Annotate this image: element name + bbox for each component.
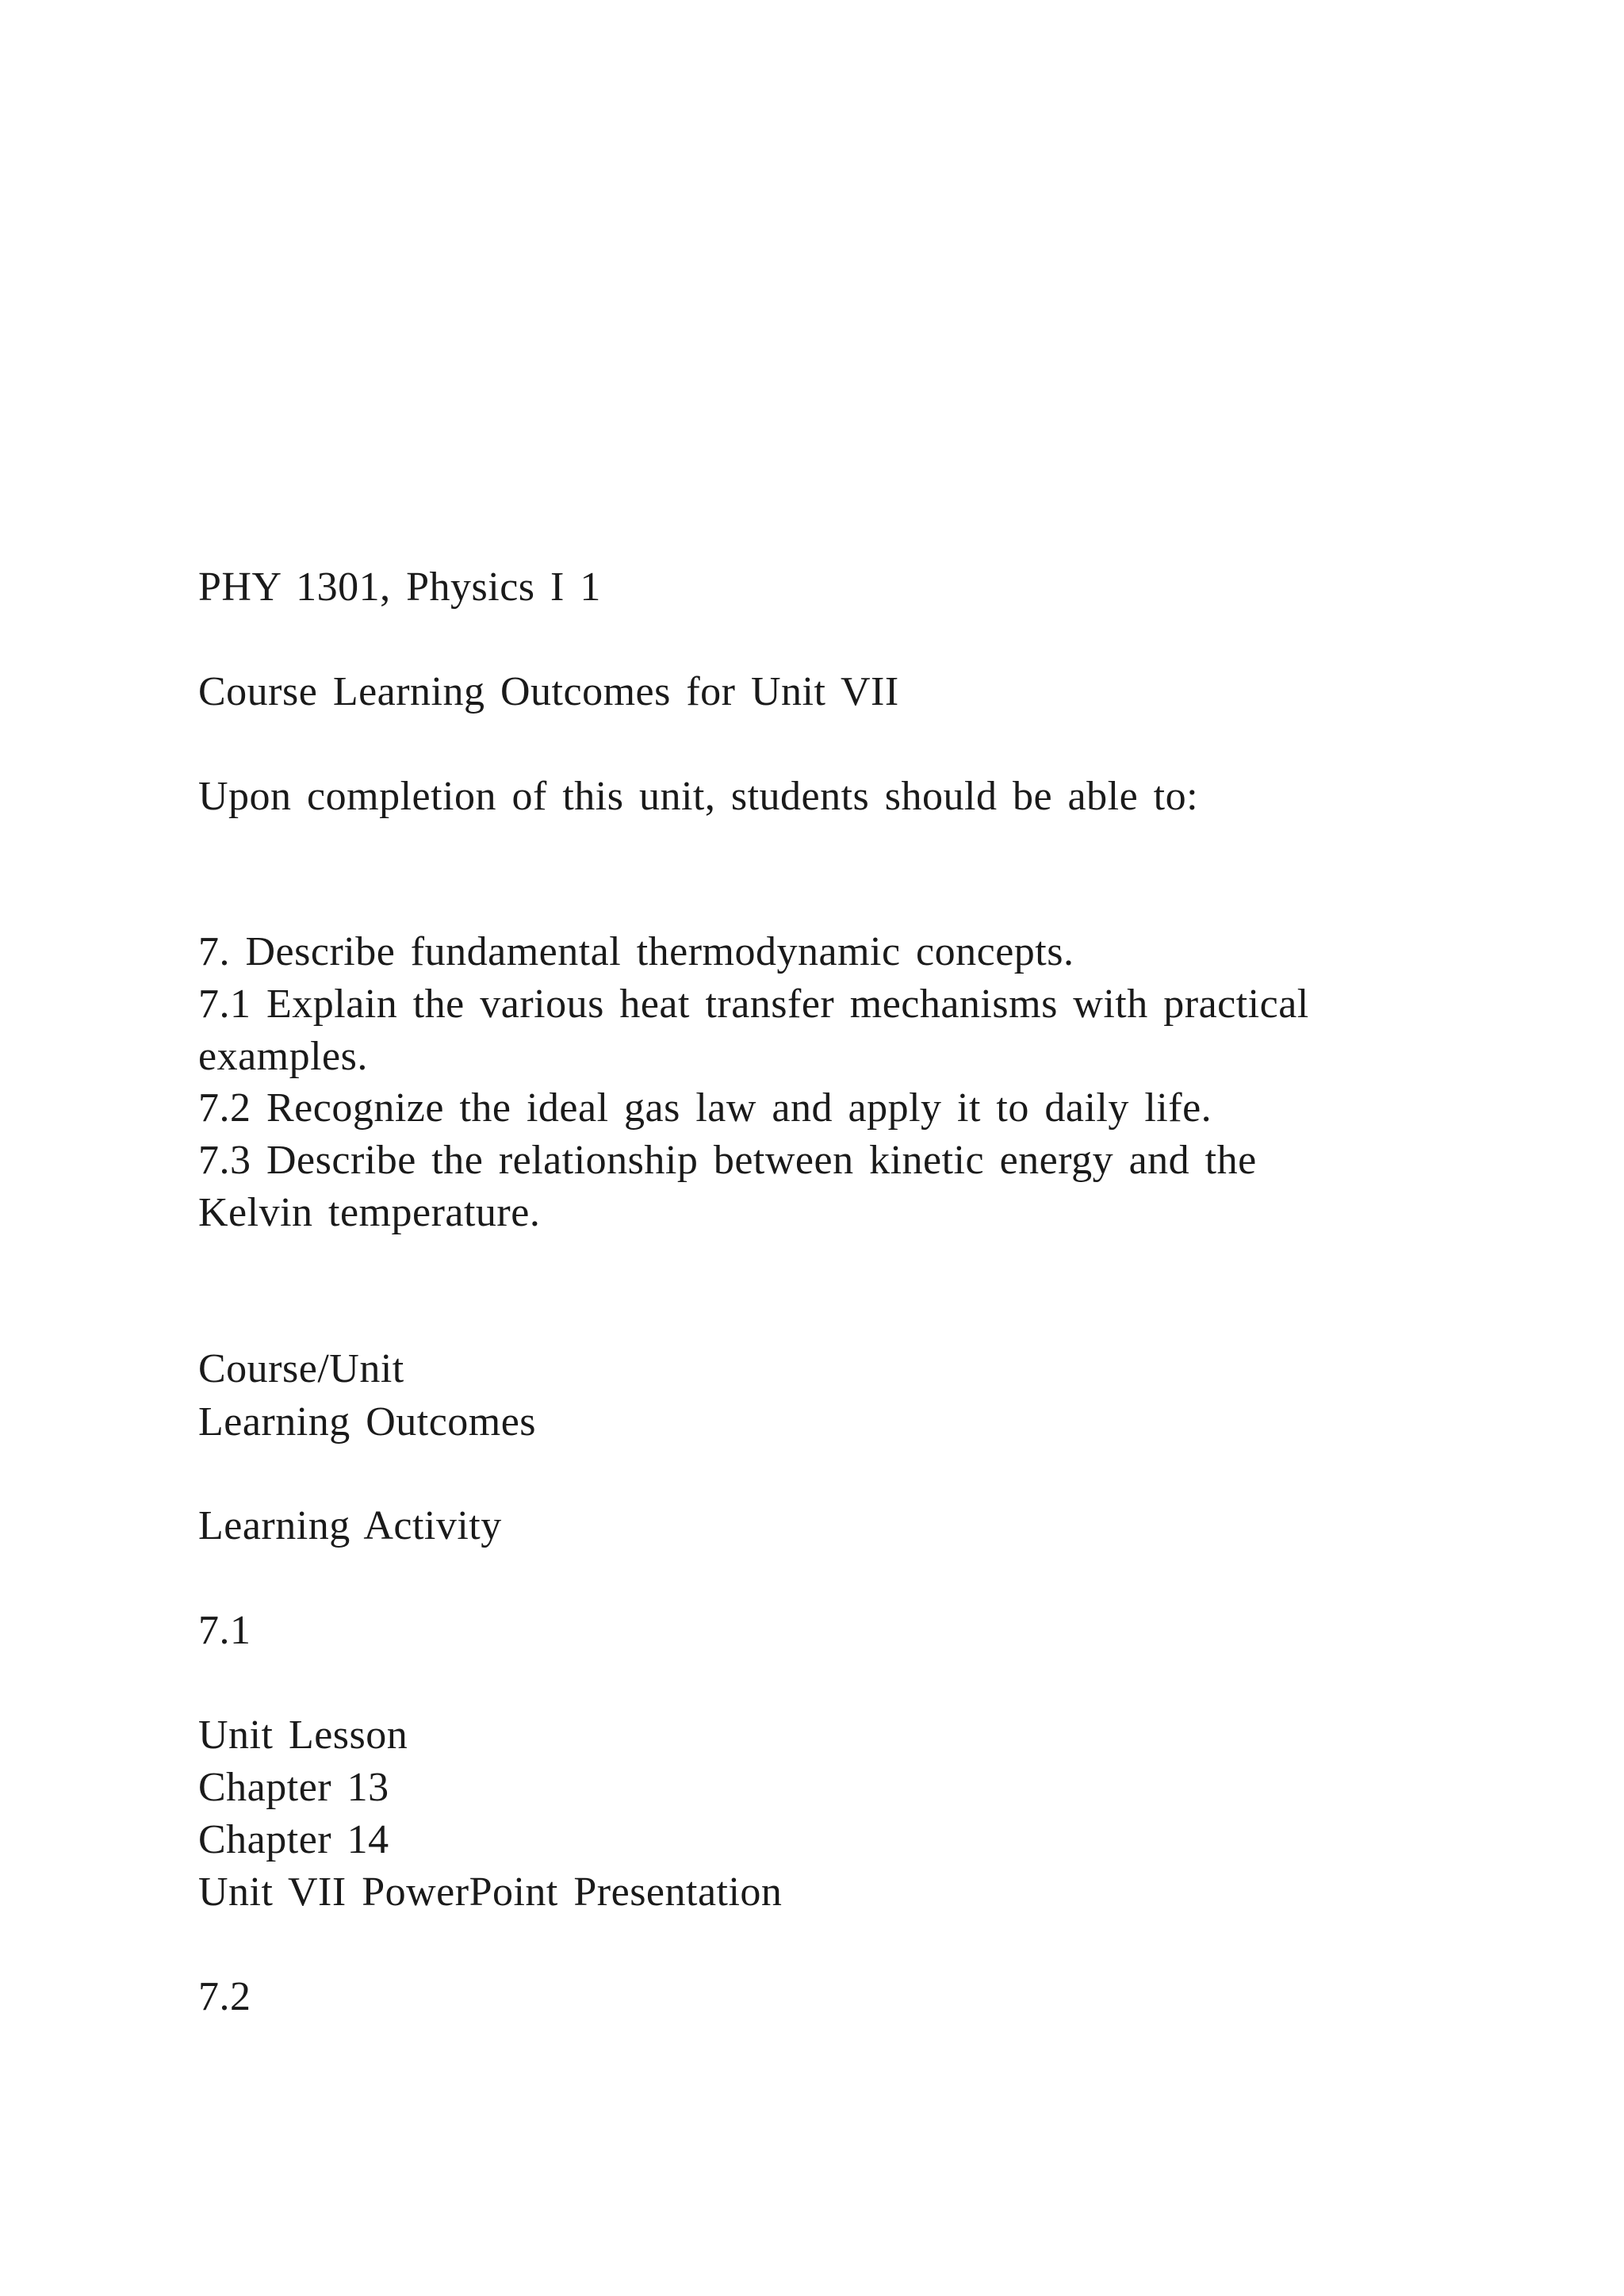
table-header-outcomes-line2: Learning Outcomes: [198, 1399, 537, 1445]
activity-item: Unit Lesson: [198, 1712, 408, 1758]
activity-item: Unit VII PowerPoint Presentation: [198, 1869, 783, 1915]
outcome-line: 7.3 Describe the relationship between kinetic energy and the: [198, 1138, 1257, 1183]
outcome-line: 7. Describe fundamental thermodynamic concepts.: [198, 929, 1074, 974]
table-header-outcomes-line1: Course/Unit: [198, 1346, 404, 1391]
table-header-activity: Learning Activity: [198, 1503, 502, 1548]
row-outcome-id: 7.2: [198, 1974, 251, 2019]
outcome-line: 7.2 Recognize the ideal gas law and apply it to daily life.: [198, 1085, 1212, 1131]
outcome-line: examples.: [198, 1034, 368, 1079]
activity-item: Chapter 14: [198, 1817, 389, 1862]
outcomes-title: Course Learning Outcomes for Unit VII: [198, 669, 899, 714]
row-outcome-id: 7.1: [198, 1608, 251, 1653]
outcome-line: 7.1 Explain the various heat transfer mechanisms with practical: [198, 982, 1309, 1027]
intro-text: Upon completion of this unit, students should be able to:: [198, 774, 1199, 819]
outcome-line: Kelvin temperature.: [198, 1190, 541, 1235]
course-header: PHY 1301, Physics I 1: [198, 564, 601, 610]
activity-item: Chapter 13: [198, 1765, 389, 1810]
